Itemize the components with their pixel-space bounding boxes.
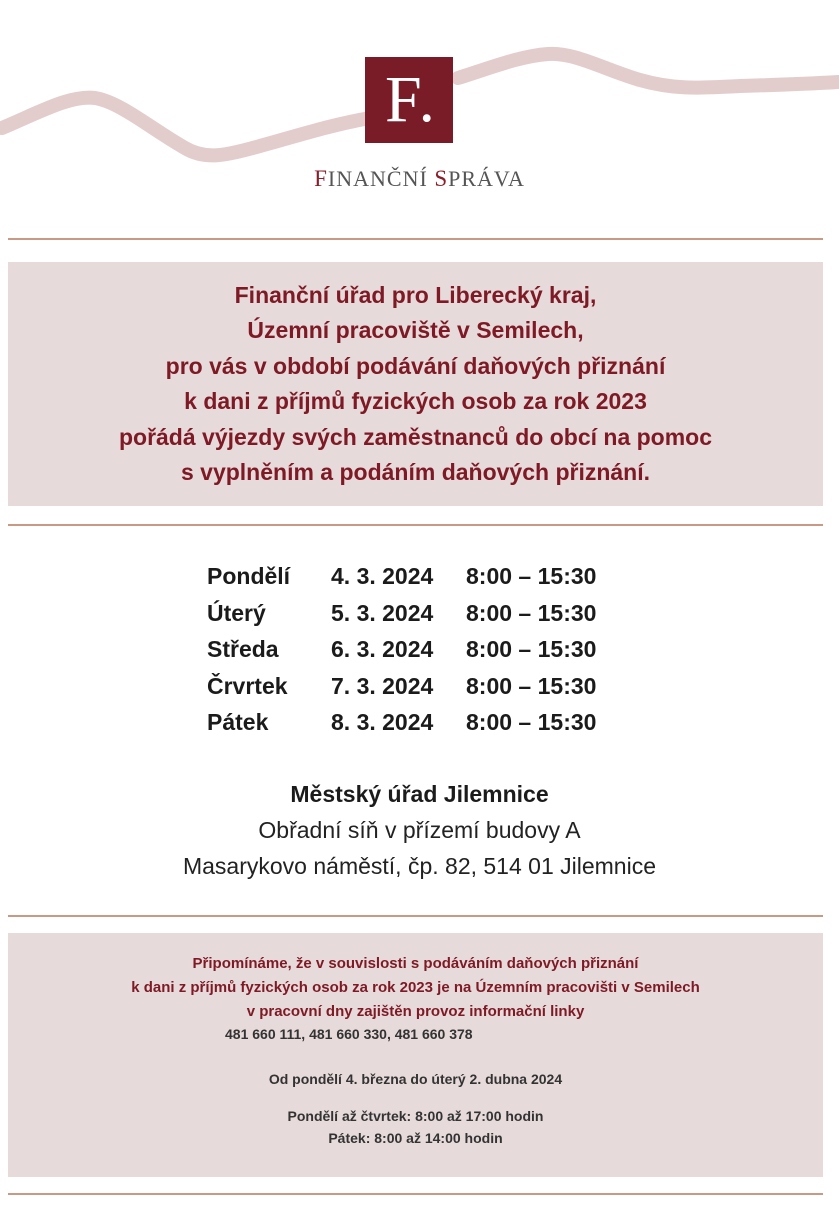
schedule-table <box>207 558 627 741</box>
intro-line: Územní pracoviště v Semilech, <box>247 317 584 343</box>
divider-notice-top <box>8 915 823 917</box>
schedule-day: Úterý <box>207 599 266 626</box>
brand-cap-f: F <box>314 166 328 191</box>
notice-line: k dani z příjmů fyzických osob za rok 2023 je na Územním pracovišti v Semilech <box>131 979 700 996</box>
intro-line: s vyplněním a podáním daňových přiznání. <box>180 459 651 485</box>
schedule-row <box>207 704 627 741</box>
logo-letter: F. <box>385 63 437 136</box>
notice-panel <box>8 933 823 1177</box>
schedule-row <box>207 631 627 668</box>
schedule-row <box>207 558 627 595</box>
schedule-day: Črvrtek <box>207 672 288 699</box>
schedule-time: 8:00 – 15:30 <box>466 709 597 735</box>
brand-cap-s: S <box>434 166 449 191</box>
brand-name <box>0 166 839 192</box>
notice-line: v pracovní dny zajištěn provoz informační linky <box>246 1003 585 1020</box>
notice-phones: 481 660 111, 481 660 330, 481 660 378 <box>225 1026 473 1042</box>
wave-left <box>2 98 370 156</box>
schedule-date: 5. 3. 2024 <box>331 599 434 626</box>
schedule-row <box>207 668 627 705</box>
venue-block <box>0 776 839 884</box>
notice-period: Od pondělí 4. března do úterý 2. dubna 2024 <box>268 1071 563 1087</box>
schedule-date: 4. 3. 2024 <box>331 563 434 589</box>
schedule-date: 6. 3. 2024 <box>331 636 434 662</box>
intro-line: k dani z příjmů fyzických osob za rok 2023 <box>184 388 647 414</box>
divider-top <box>8 238 823 240</box>
divider-bottom <box>8 1193 823 1195</box>
schedule-time: 8:00 – 15:30 <box>466 672 597 699</box>
schedule-time: 8:00 – 15:30 <box>466 599 597 626</box>
notice-line: Připomínáme, že v souvislosti s podáváním daňových přiznání <box>192 955 639 972</box>
notice-hours <box>8 1105 823 1149</box>
notice-hours-weekdays: Pondělí až čtvrtek: 8:00 až 17:00 hodin <box>287 1108 544 1124</box>
schedule-time: 8:00 – 15:30 <box>466 563 597 589</box>
intro-line: Finanční úřad pro Liberecký kraj, <box>234 281 597 308</box>
schedule-row <box>207 595 627 632</box>
brand-rest-2: PRÁVA <box>448 166 525 191</box>
venue-address: Masarykovo náměstí, čp. 82, 514 01 Jilemnice <box>182 853 656 879</box>
venue-room: Obřadní síň v přízemí budovy A <box>258 817 581 843</box>
intro-panel <box>8 262 823 506</box>
schedule-date: 7. 3. 2024 <box>331 672 434 699</box>
schedule-day: Pondělí <box>207 563 291 589</box>
brand-rest-1: INANČNÍ <box>327 166 435 191</box>
intro-line: pro vás v období podávání daňových přiznání <box>165 352 666 379</box>
divider-intro-bottom <box>8 524 823 526</box>
schedule-day: Středa <box>207 636 279 662</box>
notice-hours-friday: Pátek: 8:00 až 14:00 hodin <box>328 1130 503 1146</box>
venue-name: Městský úřad Jilemnice <box>290 781 549 807</box>
notice-reminder <box>8 952 823 1024</box>
financni-sprava-logo <box>365 57 453 143</box>
wave-right <box>458 54 838 88</box>
schedule-day: Pátek <box>207 709 269 735</box>
schedule-time: 8:00 – 15:30 <box>466 636 597 662</box>
intro-line: pořádá výjezdy svých zaměstnanců do obcí na pomoc <box>118 423 713 450</box>
schedule-date: 8. 3. 2024 <box>331 709 434 735</box>
